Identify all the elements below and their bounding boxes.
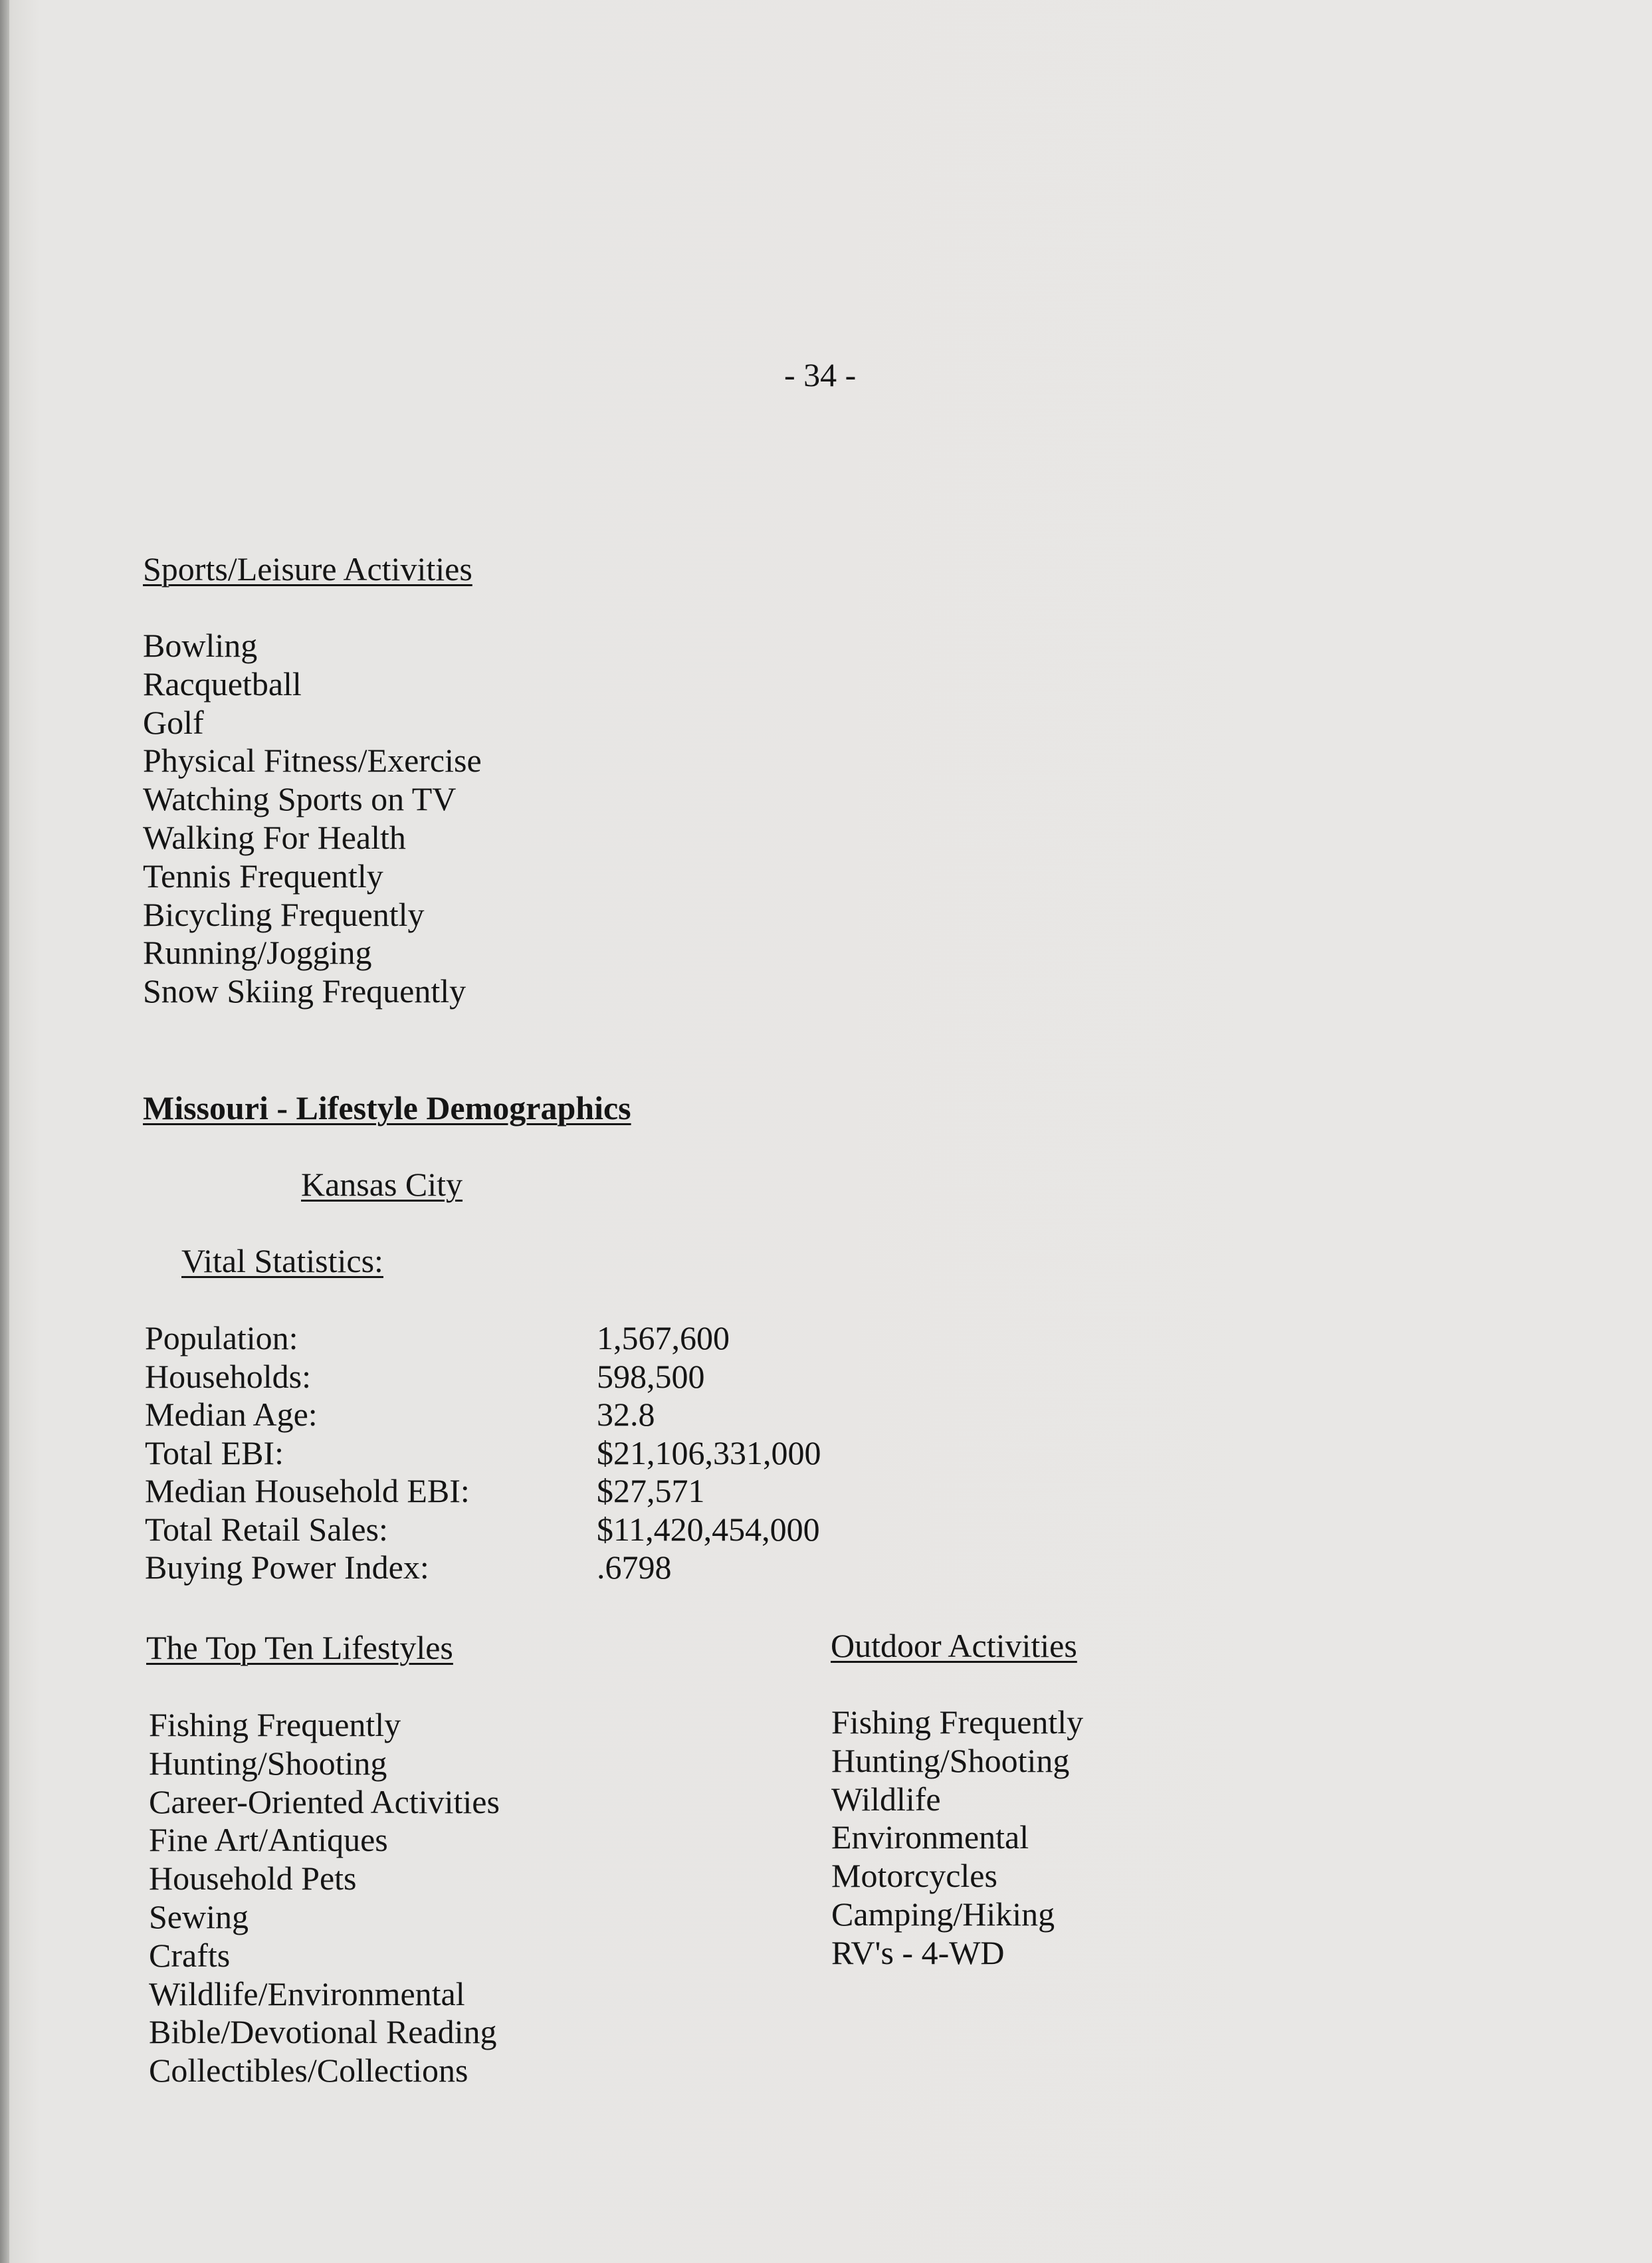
stat-label: Total Retail Sales: bbox=[145, 1510, 388, 1548]
list-item: Career-Oriented Activities bbox=[149, 1782, 500, 1820]
list-item: Running/Jogging bbox=[143, 934, 372, 972]
list-item: Hunting/Shooting bbox=[149, 1744, 387, 1782]
list-item: Hunting/Shooting bbox=[831, 1741, 1070, 1779]
top-ten-list bbox=[149, 1706, 500, 2090]
stat-label: Households: bbox=[145, 1357, 311, 1395]
city-heading: Kansas City bbox=[301, 1166, 463, 1203]
list-item: Golf bbox=[143, 703, 204, 741]
sports-list bbox=[143, 627, 482, 1011]
list-item: Fine Art/Antiques bbox=[149, 1821, 388, 1859]
outdoor-list bbox=[831, 1703, 1083, 1973]
stats-labels bbox=[145, 1319, 470, 1587]
stat-label: Total EBI: bbox=[145, 1434, 284, 1471]
list-item: Household Pets bbox=[149, 1860, 357, 1897]
page-number: - 34 - bbox=[784, 356, 857, 393]
stat-label: Median Household EBI: bbox=[145, 1472, 470, 1509]
list-item: Fishing Frequently bbox=[831, 1703, 1084, 1741]
list-item: Crafts bbox=[149, 1936, 231, 1974]
list-item: Physical Fitness/Exercise bbox=[143, 742, 482, 780]
stat-value: $27,571 bbox=[597, 1472, 705, 1509]
list-item: Watching Sports on TV bbox=[143, 780, 457, 818]
vital-statistics-heading: Vital Statistics: bbox=[181, 1242, 383, 1279]
list-item: Bowling bbox=[143, 627, 258, 664]
list-item: Camping/Hiking bbox=[831, 1895, 1055, 1933]
list-item: Collectibles/Collections bbox=[149, 2052, 468, 2090]
stat-label: Median Age: bbox=[145, 1396, 318, 1433]
lifestyle-heading: Missouri - Lifestyle Demographics bbox=[143, 1089, 631, 1127]
list-item: Bible/Devotional Reading bbox=[149, 2013, 497, 2051]
list-item: Environmental bbox=[831, 1818, 1029, 1856]
stat-value: 1,567,600 bbox=[597, 1319, 730, 1356]
list-item: Motorcycles bbox=[831, 1857, 997, 1895]
stat-label: Population: bbox=[145, 1319, 298, 1356]
list-item: Walking For Health bbox=[143, 818, 406, 856]
stat-value: 598,500 bbox=[597, 1357, 705, 1395]
list-item: Bicycling Frequently bbox=[143, 895, 425, 933]
stat-label: Buying Power Index: bbox=[145, 1549, 429, 1586]
top-ten-heading: The Top Ten Lifestyles bbox=[146, 1629, 453, 1666]
list-item: RV's - 4-WD bbox=[831, 1933, 1005, 1971]
list-item: Sewing bbox=[149, 1897, 249, 1935]
stats-values bbox=[597, 1319, 821, 1587]
list-item: Fishing Frequently bbox=[149, 1706, 401, 1743]
binding-edge bbox=[0, 0, 9, 2263]
outdoor-heading: Outdoor Activities bbox=[831, 1627, 1077, 1664]
list-item: Racquetball bbox=[143, 665, 302, 702]
sports-heading: Sports/Leisure Activities bbox=[143, 550, 472, 588]
list-item: Wildlife/Environmental bbox=[149, 1975, 465, 2012]
stat-value: $11,420,454,000 bbox=[597, 1510, 820, 1548]
list-item: Snow Skiing Frequently bbox=[143, 972, 466, 1010]
list-item: Wildlife bbox=[831, 1780, 941, 1818]
stat-value: .6798 bbox=[597, 1549, 672, 1586]
stat-value: 32.8 bbox=[597, 1396, 655, 1433]
stat-value: $21,106,331,000 bbox=[597, 1434, 821, 1471]
list-item: Tennis Frequently bbox=[143, 857, 383, 895]
